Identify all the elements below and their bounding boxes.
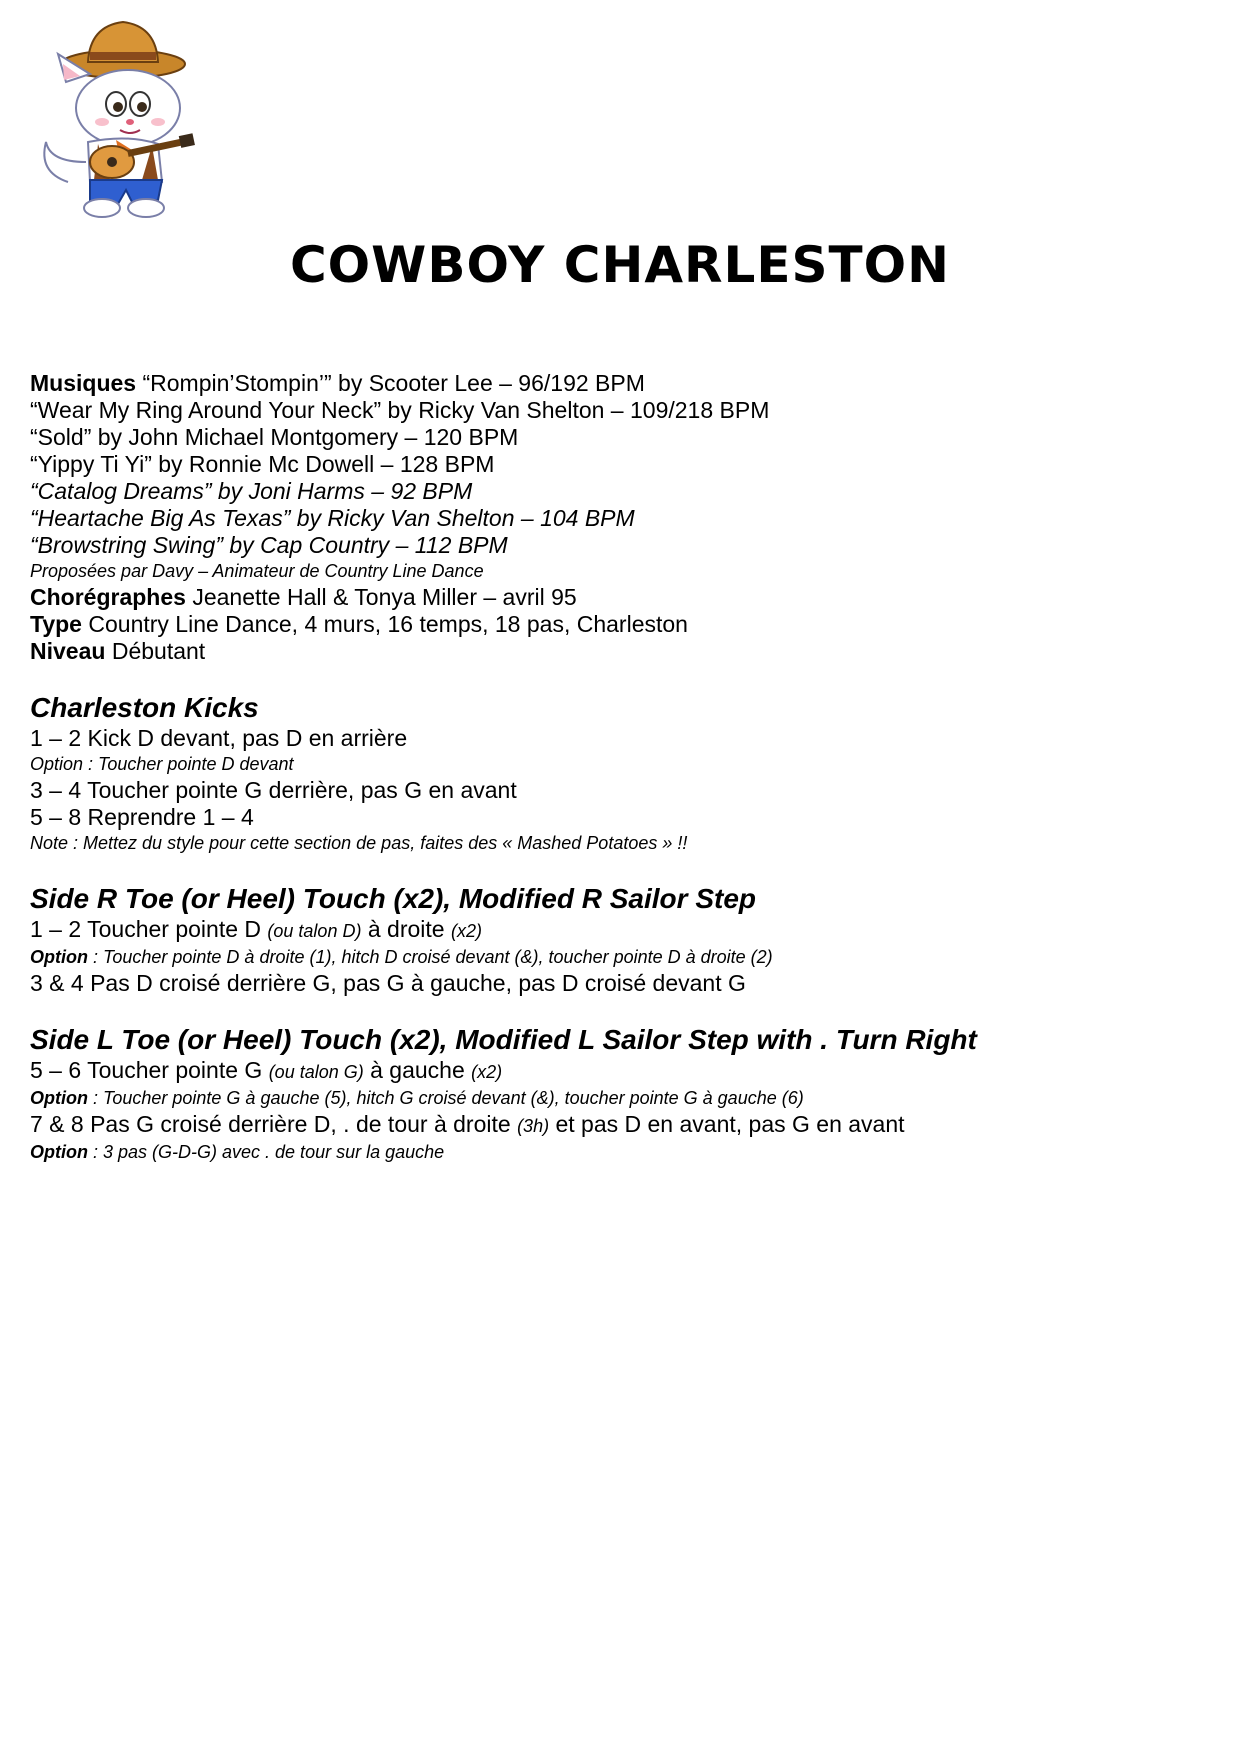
option-line bbox=[30, 945, 1220, 970]
step-line: 3 – 4 Toucher pointe G derrière, pas G en avant bbox=[30, 777, 517, 803]
step-text: 5 – 6 Toucher pointe G bbox=[30, 1057, 263, 1083]
page-title: COWBOY CHARLESTON bbox=[289, 236, 951, 294]
option-label: Option bbox=[30, 1142, 88, 1162]
section-heading: Side L Toe (or Heel) Touch (x2), Modified L Sailor Step with . Turn Right bbox=[30, 1024, 977, 1055]
note-line: Note : Mettez du style pour cette section de pas, faites des « Mashed Potatoes » !! bbox=[30, 833, 688, 853]
dance-sheet bbox=[30, 370, 1220, 1165]
step-text: 7 & 8 Pas G croisé derrière D, . de tour à droite bbox=[30, 1111, 511, 1137]
option-label: Option bbox=[30, 947, 88, 967]
option-line bbox=[30, 1086, 1220, 1111]
step-aside: (ou talon G) bbox=[268, 1062, 364, 1082]
choreographers-line bbox=[30, 584, 1220, 611]
option-line: Option : Toucher pointe D devant bbox=[30, 754, 294, 774]
option-text: : Toucher pointe D à droite (1), hitch D croisé devant (&), toucher pointe D à droite (2) bbox=[93, 947, 773, 967]
level-value: Débutant bbox=[111, 638, 206, 664]
step-text: à gauche bbox=[370, 1057, 465, 1083]
step-line: 3 & 4 Pas D croisé derrière G, pas G à gauche, pas D croisé devant G bbox=[30, 970, 746, 996]
level-line bbox=[30, 638, 1220, 665]
music-item: “Heartache Big As Texas” by Ricky Van Shelton – 104 BPM bbox=[30, 505, 635, 531]
proposed-by: Proposées par Davy – Animateur de Country Line Dance bbox=[30, 561, 484, 581]
step-text: 1 – 2 Toucher pointe D bbox=[30, 916, 262, 942]
type-value: Country Line Dance, 4 murs, 16 temps, 18 pas, Charleston bbox=[88, 611, 688, 637]
step-aside: (x2) bbox=[471, 1062, 503, 1082]
option-line bbox=[30, 1140, 1220, 1165]
section-heading: Side R Toe (or Heel) Touch (x2), Modified R Sailor Step bbox=[30, 883, 756, 914]
option-text: : Toucher pointe G à gauche (5), hitch G croisé devant (&), toucher pointe G à gauche (6) bbox=[93, 1088, 804, 1108]
step-line: 1 – 2 Kick D devant, pas D en arrière bbox=[30, 725, 408, 751]
choreographers-label: Chorégraphes bbox=[30, 584, 186, 610]
music-item: “Rompin’Stompin’” by Scooter Lee – 96/192 BPM bbox=[142, 370, 645, 396]
step-line bbox=[30, 1057, 1220, 1086]
step-line bbox=[30, 916, 1220, 945]
music-item: “Catalog Dreams” by Joni Harms – 92 BPM bbox=[30, 478, 473, 504]
choreographers-value: Jeanette Hall & Tonya Miller – avril 95 bbox=[192, 584, 577, 610]
music-line bbox=[30, 370, 1220, 397]
level-label: Niveau bbox=[30, 638, 106, 664]
music-item: “Browstring Swing” by Cap Country – 112 BPM bbox=[30, 532, 508, 558]
type-label: Type bbox=[30, 611, 82, 637]
step-text: et pas D en avant, pas G en avant bbox=[555, 1111, 905, 1137]
section-heading: Charleston Kicks bbox=[30, 692, 259, 723]
type-line bbox=[30, 611, 1220, 638]
cowboy-cat-mascot bbox=[28, 12, 198, 222]
option-label: Option bbox=[30, 1088, 88, 1108]
step-aside: (3h) bbox=[517, 1116, 550, 1136]
step-aside: (x2) bbox=[450, 921, 482, 941]
option-text: : 3 pas (G-D-G) avec . de tour sur la gauche bbox=[93, 1142, 445, 1162]
step-line bbox=[30, 1111, 1220, 1140]
music-item: “Wear My Ring Around Your Neck” by Ricky Van Shelton – 109/218 BPM bbox=[30, 397, 770, 423]
musiques-label: Musiques bbox=[30, 370, 137, 396]
step-aside: (ou talon D) bbox=[267, 921, 362, 941]
step-line: 5 – 8 Reprendre 1 – 4 bbox=[30, 804, 254, 830]
step-text: à droite bbox=[367, 916, 445, 942]
music-item: “Yippy Ti Yi” by Ronnie Mc Dowell – 128 BPM bbox=[30, 451, 495, 477]
music-item: “Sold” by John Michael Montgomery – 120 BPM bbox=[30, 424, 519, 450]
